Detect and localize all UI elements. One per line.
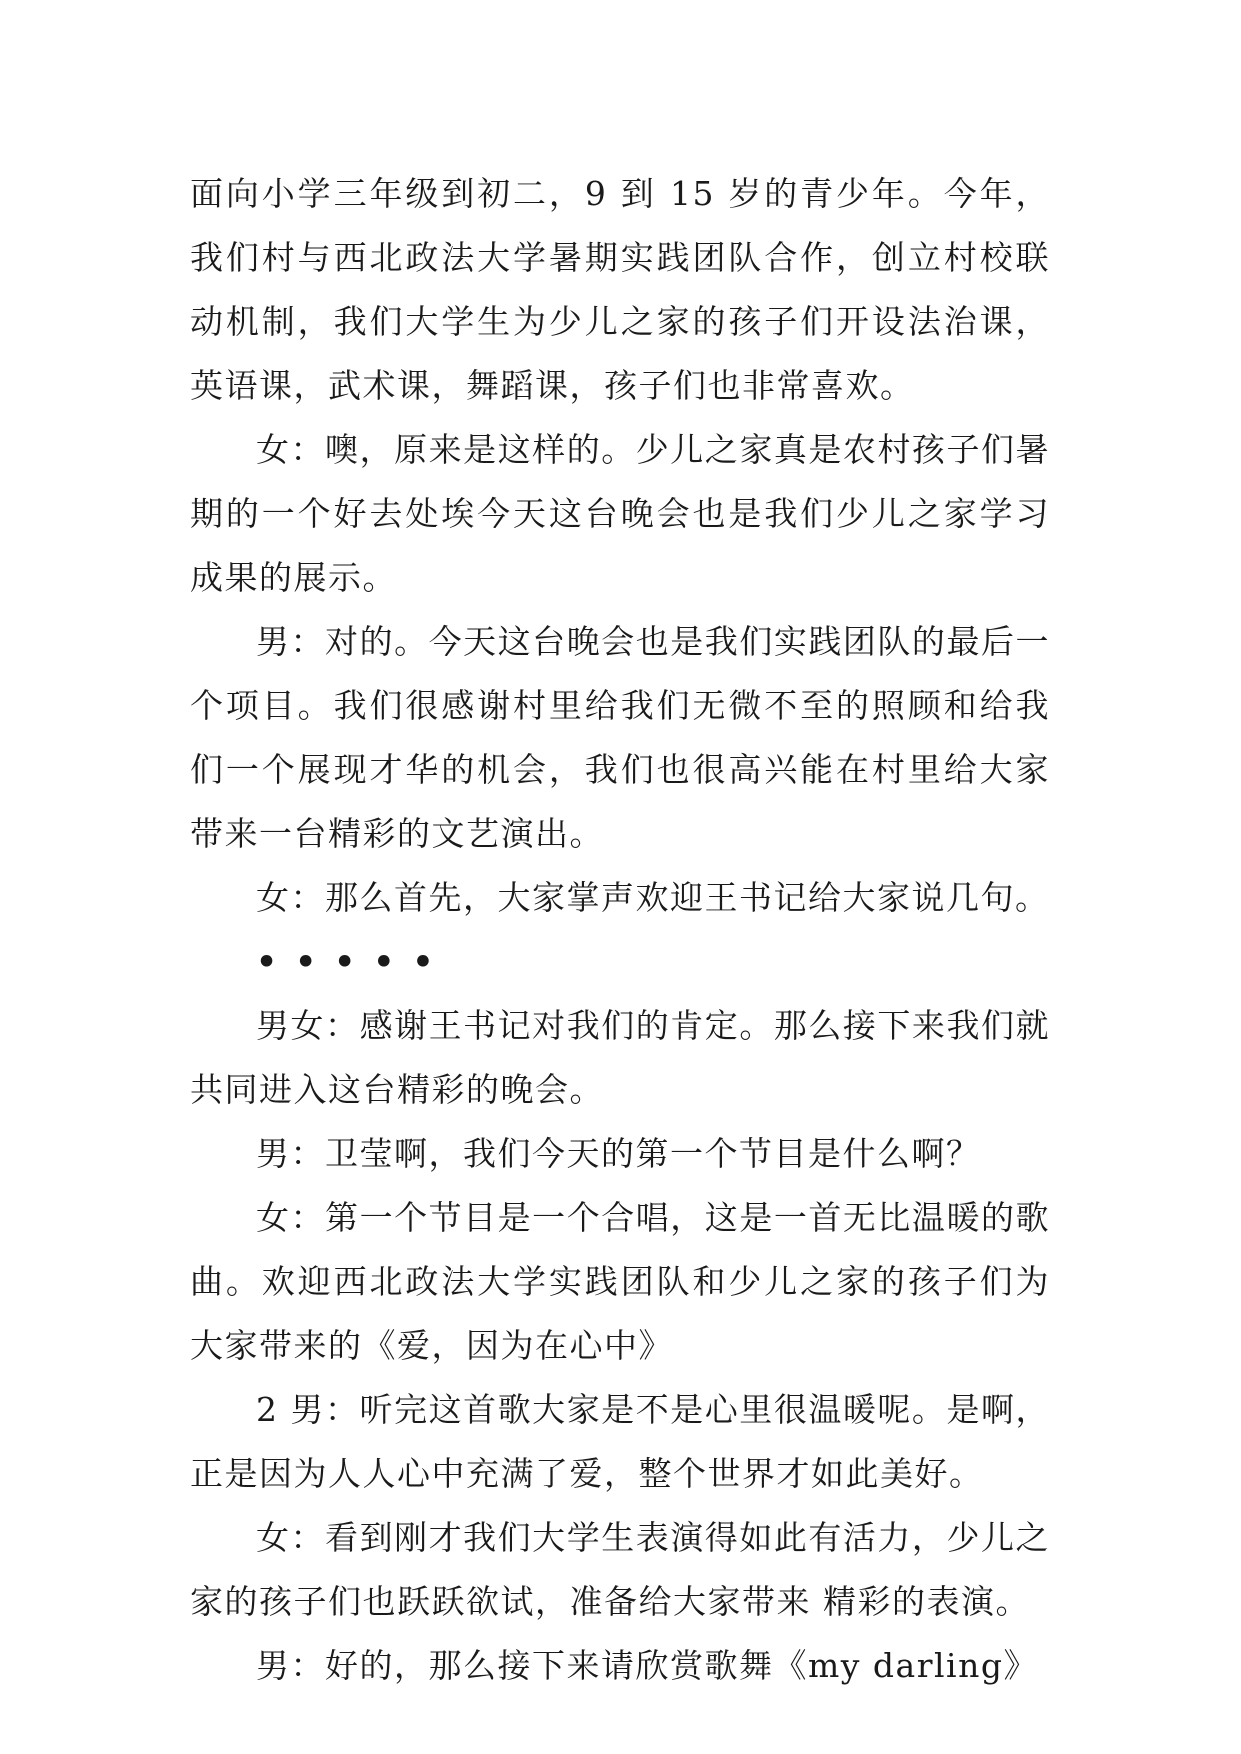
paragraph-male-4: 男：好的，那么接下来请欣赏歌舞《my darling》 bbox=[256, 1646, 1038, 1685]
paragraph-male-1: 男：对的。今天这台晚会也是我们实践团队的最后一个项目。我们很感谢村里给我们无微不至的照顾和给我们一个展现才华的机会，我们也很高兴能在村里给大家带来一台精彩的文艺演出。 bbox=[190, 622, 1050, 853]
paragraph-continuation: 面向小学三年级到初二，9 到 15 岁的青少年。今年，我们村与西北政法大学暑期实践团队合作，创立村校联动机制，我们大学生为少儿之家的孩子们开设法治课，英语课，武术课，舞蹈课，孩子们也非常喜欢。 bbox=[190, 174, 1050, 405]
document-body bbox=[190, 162, 1050, 1698]
paragraph-female-4: 女：看到刚才我们大学生表演得如此有活力，少儿之家的孩子们也跃跃欲试，准备给大家带来 精彩的表演。 bbox=[190, 1518, 1050, 1621]
paragraph-male-female: 男女：感谢王书记对我们的肯定。那么接下来我们就共同进入这台精彩的晚会。 bbox=[190, 1006, 1050, 1109]
paragraph-female-3: 女：第一个节目是一个合唱，这是一首无比温暖的歌曲。欢迎西北政法大学实践团队和少儿之家的孩子们为大家带来的《爱，因为在心中》 bbox=[190, 1198, 1050, 1365]
paragraph-female-1: 女：噢，原来是这样的。少儿之家真是农村孩子们暑期的一个好去处埃今天这台晚会也是我们少儿之家学习成果的展示。 bbox=[190, 430, 1050, 597]
paragraph-female-2: 女：那么首先，大家掌声欢迎王书记给大家说几句。 bbox=[256, 878, 1050, 917]
paragraph-male-3: 2 男：听完这首歌大家是不是心里很温暖呢。是啊，正是因为人人心中充满了爱，整个世界才如此美好。 bbox=[190, 1390, 1050, 1493]
paragraph-male-2: 男：卫莹啊，我们今天的第一个节目是什么啊？ bbox=[256, 1134, 981, 1173]
ellipsis-dots: ••••• bbox=[256, 942, 452, 981]
